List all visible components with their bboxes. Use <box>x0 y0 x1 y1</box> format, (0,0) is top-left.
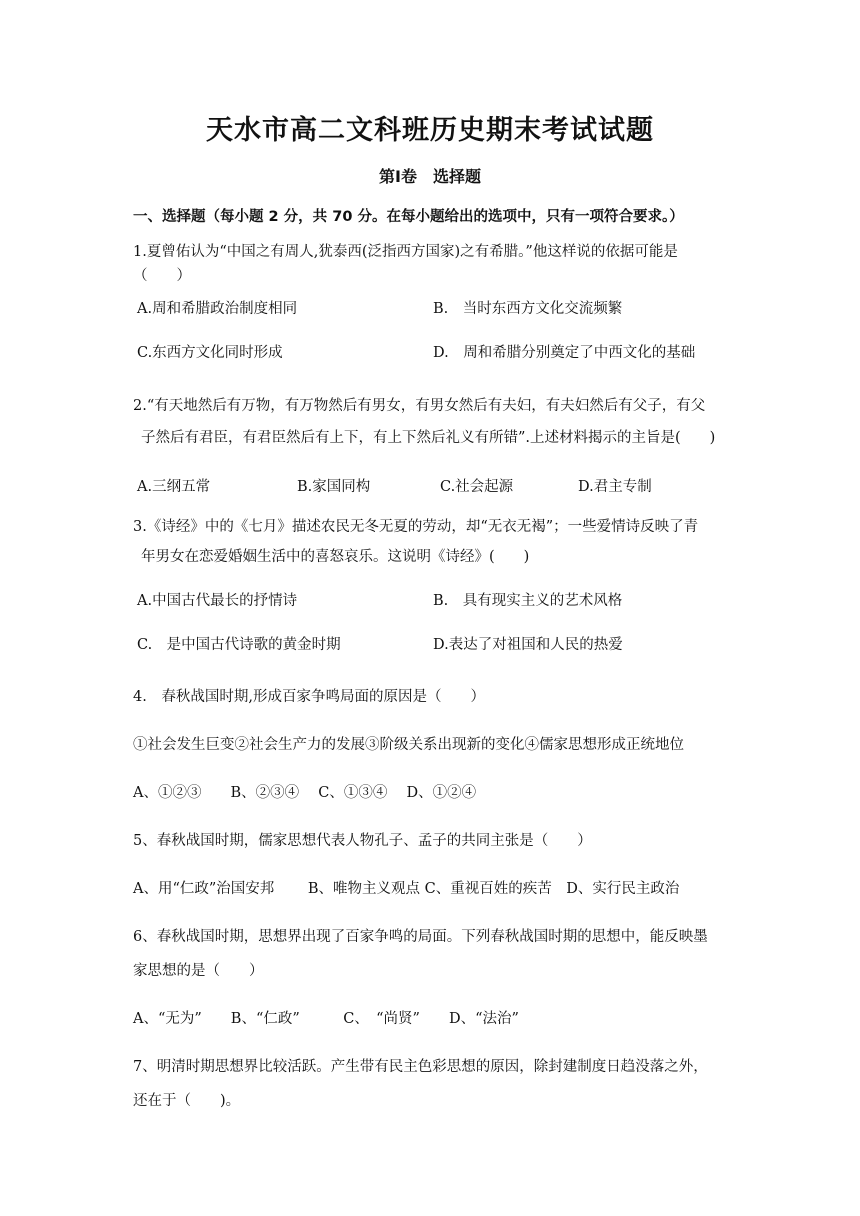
question-2-option-d: D.君主专制 <box>578 479 652 495</box>
question-6-stem-line-1: 6、春秋战国时期，思想界出现了百家争鸣的局面。下列春秋战国时期的思想中，能反映墨 <box>133 929 708 945</box>
question-4-statements: ①社会发生巨变②社会生产力的发展③阶级关系出现新的变化④儒家思想形成正统地位 <box>133 737 684 753</box>
question-5-stem: 5、春秋战国时期，儒家思想代表人物孔子、孟子的共同主张是（ ） <box>133 833 592 849</box>
question-2-stem-line-1: 2.“有天地然后有万物，有万物然后有男女，有男女然后有夫妇，有夫妇然后有父子，有父 <box>133 398 706 414</box>
question-3-option-c: C. 是中国古代诗歌的黄金时期 <box>137 637 341 653</box>
question-3-stem-line-2: 年男女在恋爱婚姻生活中的喜怒哀乐。这说明《诗经》( ) <box>141 549 530 565</box>
question-7-stem-line-1: 7、明清时期思想界比较活跃。产生带有民主色彩思想的原因，除封建制度日趋没落之外， <box>133 1059 708 1075</box>
question-4-options: A、①②③ B、②③④ C、①③④ D、①②④ <box>133 785 477 801</box>
question-1-option-b: B. 当时东西方文化交流频繁 <box>433 301 623 317</box>
question-4-stem: 4. 春秋战国时期,形成百家争鸣局面的原因是（ ） <box>133 689 485 705</box>
question-1-option-c: C.东西方文化同时形成 <box>137 345 283 361</box>
question-3-option-d: D.表达了对祖国和人民的热爱 <box>433 637 623 653</box>
question-1-blank: （ ） <box>133 268 191 284</box>
question-1-option-d: D. 周和希腊分别奠定了中西文化的基础 <box>433 345 696 361</box>
question-7-stem-line-2: 还在于（ )。 <box>133 1093 241 1109</box>
question-5-options: A、用“仁政”治国安邦 B、唯物主义观点 C、重视百姓的疾苦 D、实行民主政治 <box>133 881 680 897</box>
section-heading: 第Ⅰ卷 选择题 <box>379 167 481 186</box>
page-title: 天水市高二文科班历史期末考试试题 <box>206 115 654 146</box>
question-1-option-a: A.周和希腊政治制度相同 <box>137 301 298 317</box>
question-3-option-a: A.中国古代最长的抒情诗 <box>137 593 298 609</box>
question-6-options: A、“无为” B、“仁政” C、 “尚贤” D、“法治” <box>133 1011 519 1027</box>
question-3-option-b: B. 具有现实主义的艺术风格 <box>433 593 623 609</box>
instruction-text: 一、选择题（每小题 2 分，共 70 分。在每小题给出的选项中，只有一项符合要求。） <box>133 209 684 225</box>
question-6-stem-line-2: 家思想的是（ ） <box>133 963 264 979</box>
question-2-option-a: A.三纲五常 <box>137 479 211 495</box>
question-2-option-c: C.社会起源 <box>440 479 514 495</box>
question-2-stem-line-2: 子然后有君臣，有君臣然后有上下，有上下然后礼义有所错”.上述材料揭示的主旨是( ) <box>141 430 716 446</box>
question-1-stem: 1.夏曾佑认为“中国之有周人,犹泰西(泛指西方国家)之有希腊。”他这样说的依据可能是 <box>133 244 678 260</box>
question-3-stem-line-1: 3.《诗经》中的《七月》描述农民无冬无夏的劳动，却“无衣无褐”；一些爱情诗反映了青 <box>133 519 699 535</box>
question-2-option-b: B.家国同构 <box>297 479 371 495</box>
